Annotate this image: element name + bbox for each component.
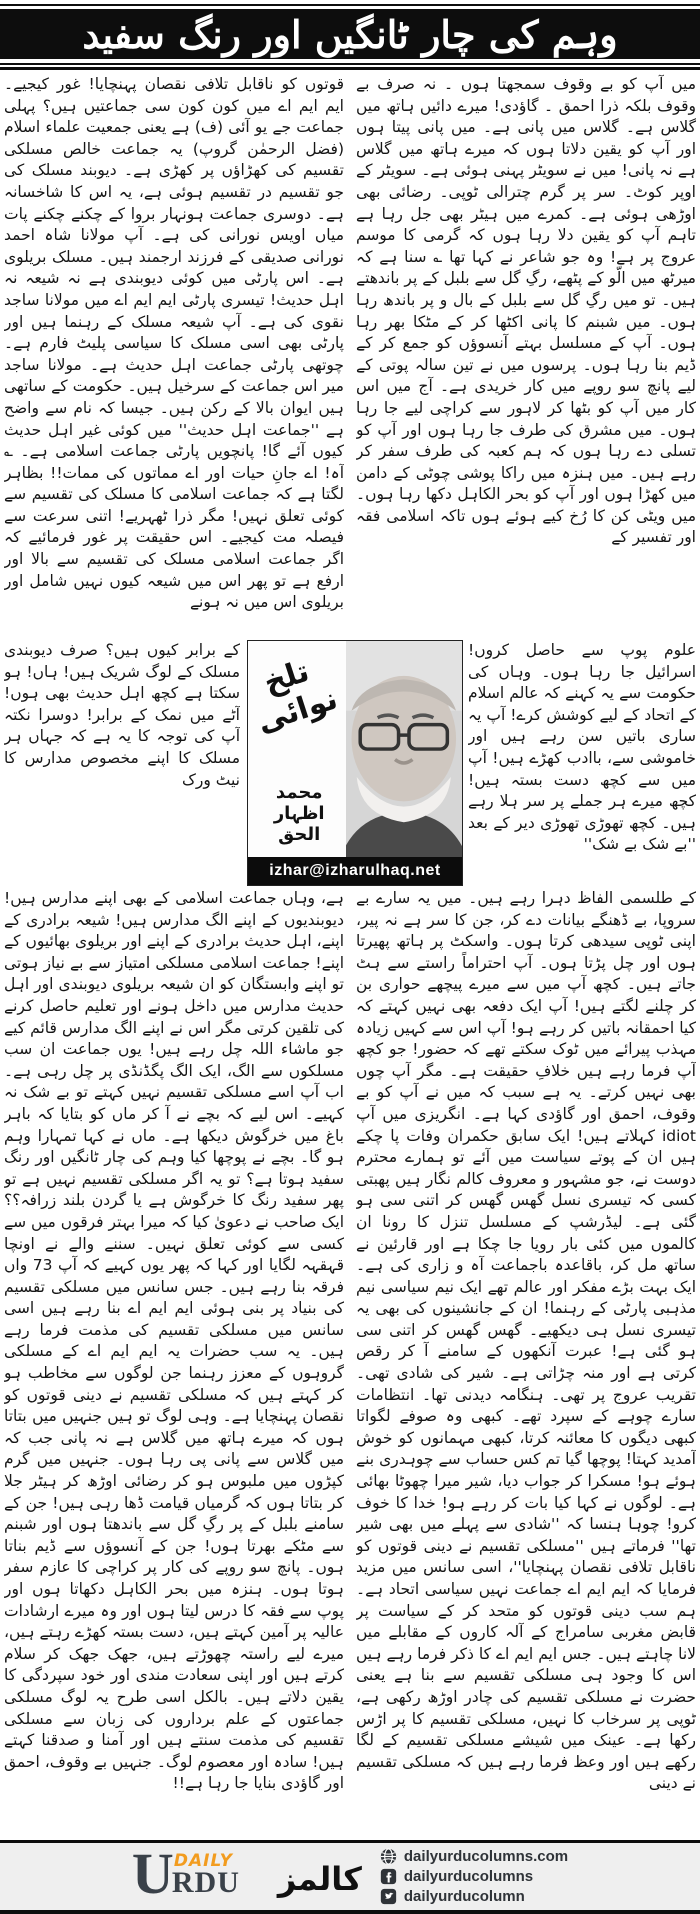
daily-urdu-logo (131, 1840, 260, 1906)
author-block (247, 640, 463, 886)
author-name: محمد اظہار الحق (273, 782, 325, 845)
twitter-link-text: dailyurducolumn (403, 1888, 525, 1905)
email-bar (248, 857, 462, 885)
title-band (0, 9, 700, 59)
logo-letters-rdu: RDU (171, 1865, 240, 1899)
twitter-icon (380, 1888, 397, 1905)
logo-columns-urdu: کالمز (277, 1859, 362, 1898)
twitter-link[interactable] (380, 1888, 568, 1905)
header-divider-thick (0, 67, 700, 70)
column-title-calligraphy: تلخ نوائی (253, 653, 343, 740)
article-column2-segment1: قوتوں کو ناقابل تلافی نقصان پہنچایا! غور کیجیے۔ ایم ایم اے میں کون کون سی جماعتیں ہیں؟ پہلی جماعت جے یو آئی (ف) ہے یعنی جمعیت علماء اسلام (فضل الرحمٰن گروپ) یہ جماعت خالص مسلکی تقسیم کی کھڑاؤں پر کھڑی ہے۔ دیوبند مسلک کی جو تقسیم در تقسیم ہوئی ہے، یہ اس کا شاخسانہ ہے۔ دوسری جماعت ہونہار بروا کے چکنے چکنے پات میاں اویس نورانی کی ہے۔ آپ مولانا شاہ احمد نورانی صدیقی کے فرزند ارجمند ہیں۔ مسلک بریلوی ہے۔ اس پارٹی میں کوئی دیوبندی ہے نہ شیعہ نہ اہل حدیث! تیسری پارٹی ایم ایم اے میں مولانا ساجد نقوی کی ہے۔ آپ شیعہ مسلک کے رہنما ہیں اور پارٹی بھی اسی مسلک کا سیاسی پلیٹ فارم ہے۔ چوتھی پارٹی جماعت اہل حدیث ہے۔ مولانا ساجد میر اس جماعت کے سرخیل ہیں۔ حکومت کے ساتھی ہیں ایوان بالا کے رکن ہیں۔ جیسا کہ نام سے واضح ہے ''جماعت اہل حدیث'' میں کوئی غیر اہل حدیث کیوں آئے گا! پانچویں پارٹی جماعت اسلامی ہے۔ ؎ آہ! اے جانِ حیات اور اے مماتوں کی ممات!! بظاہر لگتا ہے کہ جماعت اسلامی کا مسلک کی تقسیم سے کوئی تعلق نہیں! مگر ذرا ٹھہریے! اتنی سرعت سے فیصلہ مت کیجیے۔ اس حقیقت پر غور فرمائیے کہ اگر جماعت اسلامی مسلک کی تقسیم سے بالا اور ارفع ہے تو پھر اس میں شیعہ کیوں نہیں شامل اور بریلوی اس میں نہ ہونے (4, 75, 344, 612)
website-link[interactable] (380, 1848, 568, 1865)
header-divider-thin (0, 63, 700, 65)
globe-icon (380, 1848, 397, 1865)
facebook-icon (380, 1868, 397, 1885)
article-column1-segment3: کے طلسمی الفاظ دہرا رہے ہیں۔ میں یہ سارے بے سروپا، بے ڈھنگے بیانات دے کر، جن کا سر ہے نہ پیر، اپنی ٹوپی سیدھی کرتا ہوں۔ واسکٹ پر ہاتھ پھیرتا ہوں اور چل پڑتا ہوں۔ آپ احتراماً راستے سے ہٹ جاتے ہیں۔ کچھ آپ میں سے میرے پیچھے حواری بن کر چلنے لگتے ہیں! آپ ایک دفعہ بھی نہیں کہتے کہ کیا احمقانہ باتیں کر رہے ہو! آپ اس سے کہیں زیادہ مہذب پیرائے میں ٹوک سکتے تھے کہ حضور! جو کچھ آپ فرما رہے ہیں خلافِ حقیقت ہے۔ مگر آپ چوں بھی نہیں کرتے۔ یہ ہے سبب کہ میں نے آپ کو بے وقوف، احمق اور گاؤدی کہا ہے۔ انگریزی میں آپ idiot کہلاتے ہیں! ایک سابق حکمران وفات پا چکے ہیں ان کے پوتے سیاست میں آئے تو ہمارے محترم دوست نے، جو مشہور و معروف کالم نگار ہیں پھبتی کسی کہ تیسری نسل گھس گھس کر اتنی سی ہو گئی ہے۔ لیڈرشپ کے مسلسل تنزل کا رونا ان کالموں میں کئی بار رویا جا چکا ہے اور قارئین نے ساتھ مل کر، باقاعدہ باجماعت آہ و زاری کی ہے۔ ایک بہت بڑے مفکر اور عالم تھے ایک نیم سیاسی نیم مذہبی پارٹی کے رہنما! ان کے جانشینوں کی بھی یہ تیسری نسل ہی دیکھیے۔ گھس گھس کر اتنی سی ہو گئی ہے! عبرت آنکھوں کے سامنے آ کر رقص کرتی ہے اور منہ چڑاتی ہے۔ شیر کی شادی تھی۔ تقریب عروج پر تھی۔ ہنگامہ دیدنی تھا۔ انتظامات سارے چوہے کے سپرد تھے۔ کبھی وہ صوفے لگواتا کبھی دیگوں کا معائنہ کرتا، کبھی مہمانوں کو خوش آمدید کہتا! پوچھا گیا تم کس حساب سے چوہدری بنے ہوئے ہو! مسکرا کر جواب دیا، شیر میرا چھوٹا بھائی ہے۔ لوگوں نے کہا کیا بات کر رہے ہو! خدا کا خوف کرو! چوہا ہنسا کہ ''شادی سے پہلے میں بھی شیر تھا'' فرماتے ہیں ''مسلکی تقسیم نے دینی قوتوں کو ناقابل تلافی نقصان پہنچایا''، اسی سانس میں مزید فرمایا کہ ایم ایم اے جماعت نہیں سیاسی اتحاد ہے۔ ہم سب دینی قوتوں کو متحد کر کے سیاست پر قابض مغربی سامراج کے آلہ کاروں کے مقابلے میں لانا چاہتے ہیں۔ جس ایم ایم اے کا ذکر فرما رہے ہیں اس کا وجود ہی مسلکی تقسیم سے بنا ہے یعنی حضرت نے مسلکی تقسیم کی چادر اوڑھ رکھی ہے، ٹوپی پر سرخاب کا نہیں، مسلکی تقسیم کا پر اڑس رکھا ہے۔ عینک میں شیشے مسلکی تقسیم کے لگا رکھے ہیں اور وعظ فرما رہے ہیں کہ مسلکی تقسیم نے دینی (356, 889, 696, 1793)
top-rule (0, 4, 700, 6)
author-email[interactable]: izhar@izharulhaq.net (269, 862, 441, 879)
logo-letter-u: U (131, 1840, 174, 1906)
footer (0, 1840, 700, 1914)
facebook-link-text: dailyurducolumns (403, 1868, 534, 1885)
footer-links (380, 1848, 568, 1905)
website-link-text: dailyurducolumns.com (403, 1848, 569, 1865)
article-column2-segment2: کے برابر کیوں ہیں؟ صرف دیوبندی مسلک کے لوگ شریک ہیں! ہاں! ہو سکتا ہے کچھ اہل حدیث بھی ہوں! آٹے میں نمک کے برابر! دوسرا نکتہ آپ کی توجہ کا یہ ہے کہ جہاں ہر مسلک کا اپنے مخصوص مدارس کا نیٹ ورک (4, 641, 240, 789)
article-column2-segment3: ہے، وہاں جماعت اسلامی کے بھی اپنے مدارس ہیں! دیوبندیوں کے اپنے الگ مدارس ہیں! شیعہ برادری کے اپنے، اہل حدیث برادری کے اپنے اور بریلوی بھائیوں کے اپنے! جماعت اسلامی مسلکی امتیاز سے بے نیاز ہوتی تو اپنے وابستگان کو ان شیعہ بریلوی دیوبندی اور اہل حدیث مدارس میں داخل ہونے اور تعلیم حاصل کرنے کی تلقین کرتی مگر اس نے اپنے الگ مدارس قائم کیے جو ماشاء اللہ چل رہے ہیں! یوں جماعت ان سب مسلکوں سے الگ، ایک الگ پگڈنڈی پر چل رہی ہے۔ اب آپ اسے مسلکی تقسیم نہیں کہتے تو بے شک نہ کہیے۔ اس لیے کہ بچے نے آ کر ماں کو بتایا کہ باہر باغ میں خرگوش دیکھا ہے۔ ماں نے کہا تمہارا وہم ہو گا۔ بچے نے پوچھا کیا وہم کی چار ٹانگیں اور رنگ سفید ہوتا ہے؟ تو یہ اگر مسلکی تقسیم نہیں ہے تو پھر سفید رنگ کا خرگوش ہے یا گردن بلند زرافہ؟؟ ایک صاحب نے دعویٰ کیا کہ میرا بہتر فرقوں میں سے کسی سے کوئی تعلق نہیں۔ سننے والے نے اونچا قہقہہ لگایا اور کہا کہ پھر یوں کہیے کہ آپ 73 واں فرقہ بنا رہے ہیں۔ جس سانس میں مسلکی تقسیم کی بنیاد پر بنی ہوئی ایم ایم اے بنا رہے ہیں اسی سانس میں مسلکی تقسیم کی مذمت فرما رہے ہیں۔ یہ سب حضرات یہ ایم ایم اے کے مسلکی گروہوں کے معزز رہنما جن لوگوں سے مخاطب ہو کر کہتے ہیں کہ مسلکی تقسیم نے دینی قوتوں کو نقصان پہنچایا ہے۔ وہی لوگ تو ہیں جنہیں میں بتاتا ہوں کہ میرے ہاتھ میں گلاس ہے نہ پانی جب کہ میں گلاس سے پانی پی رہا ہوں۔ جنہیں میں گرم کپڑوں میں ملبوس ہو کر رضائی اوڑھ کر ہیٹر جلا کر بتاتا ہوں کہ گرمیاں قیامت ڈھا رہی ہیں! جن کے سامنے بلبل کے پر رگِ گل سے باندھتا ہوں اور شبنم سے مٹکے بھرتا ہوں! جن کے آنسوؤں سے ڈیم بناتا ہوں۔ پانچ سو روپے کی کار پر کراچی کا عازم سفر ہوتا ہوں۔ ہنزہ میں بحر الکاہل دکھاتا ہوں اور پوپ سے فقہ کا درس لیتا ہوں اور وہ میرے ارشادات عالیہ پر آمین کہتے ہیں، دست بستہ کھڑے رہتے ہیں، میرے لیے راستہ چھوڑتے ہیں، جھک جھک کر سلام کرتے ہیں اور اپنی سعادت مندی اور خود سپردگی کا یقین دلاتے ہیں۔ بالکل اسی طرح یہ لوگ مسلکی جماعتوں کے علم برداروں کی زبان سے مسلکی تقسیم کی مذمت سنتے ہیں اور آمنا و صدقنا کہتے ہیں! سادہ اور معصوم لوگ۔ جنہیں بے وقوف، احمق اور گاؤدی بنایا جا رہا ہے!! (4, 889, 344, 1793)
author-titles (248, 641, 346, 885)
author-photo (346, 641, 462, 885)
facebook-link[interactable] (380, 1868, 568, 1885)
article-column1-segment2: علوم پوپ سے حاصل کروں! اسرائیل جا رہا ہوں۔ وہاں کی حکومت سے یہ کہنے کہ عالم اسلام کے اتحاد کے لیے کوشش کرے! آپ یہ ساری باتیں سن رہے ہیں اور خاموشی سے، باادب کھڑے ہیں! آپ میں سے کچھ دست بستہ ہیں! کچھ میرے ہر جملے پر سر ہلا رہے ہیں۔ کچھ تھوڑی تھوڑی دیر کے بعد ''بے شک بے شک'' (468, 641, 696, 854)
logo-daily-label: DAILY (173, 1850, 233, 1871)
page-title: وہم کی چار ٹانگیں اور رنگ سفید (82, 11, 618, 57)
article-column1-segment1: میں آپ کو بے وقوف سمجھتا ہوں ۔ نہ صرف بے وقوف بلکہ ذرا احمق ۔ گاؤدی! میرے دائیں ہاتھ میں گلاس ہے۔ گلاس میں پانی ہے۔ میں پانی پیتا ہوں اور آپ کو یقین دلاتا ہوں کہ میرے ہاتھ میں گلاس ہے نہ پانی! میں نے سویٹر پہنی ہوئی ہے۔ سویٹر کے اوپر کوٹ۔ سر پر گرم چترالی ٹوپی۔ رضائی بھی اوڑھی ہوئی ہے۔ کمرے میں ہیٹر بھی جل رہا ہے تاہم آپ کو یقین دلا رہا ہوں کہ گرمی کا موسم عروج پر ہے! وہ جو شاعر نے کہا تھا ؎ سنا ہے کہ میرٹھ میں الّو کے پٹھے، رگِ گل سے بلبل کے پر باندھتے ہیں۔ تو میں رگِ گل سے بلبل کے بال و پر باندھ رہا ہوں۔ میں شبنم کا پانی اکٹھا کر کے مٹکا بھر رہا ہوں۔ آپ کے مسلسل بہتے آنسوؤں کو جمع کر کے ڈیم بنا رہا ہوں۔ پرسوں میں نے تین سالہ پوتی کے لیے پانچ سو روپے میں کار خریدی ہے۔ آج میں اس کار میں آپ کو بٹھا کر لاہور سے کراچی لیے جا رہا ہوں۔ میں مشرق کی طرف جا رہا ہوں اور آپ کو تسلی دے رہا ہوں کہ ہم کعبہ کی طرف سفر کر رہے ہیں۔ میں ہنزہ میں راکا پوشی چوٹی کے دامن میں کھڑا ہوں اور آپ کو بحر الکاہل دکھا رہا ہوں۔ میں ویٹی کن کا رُخ کیے ہوئے ہوں تاکہ اسلامی فقہ اور تفسیر کے (356, 75, 696, 547)
